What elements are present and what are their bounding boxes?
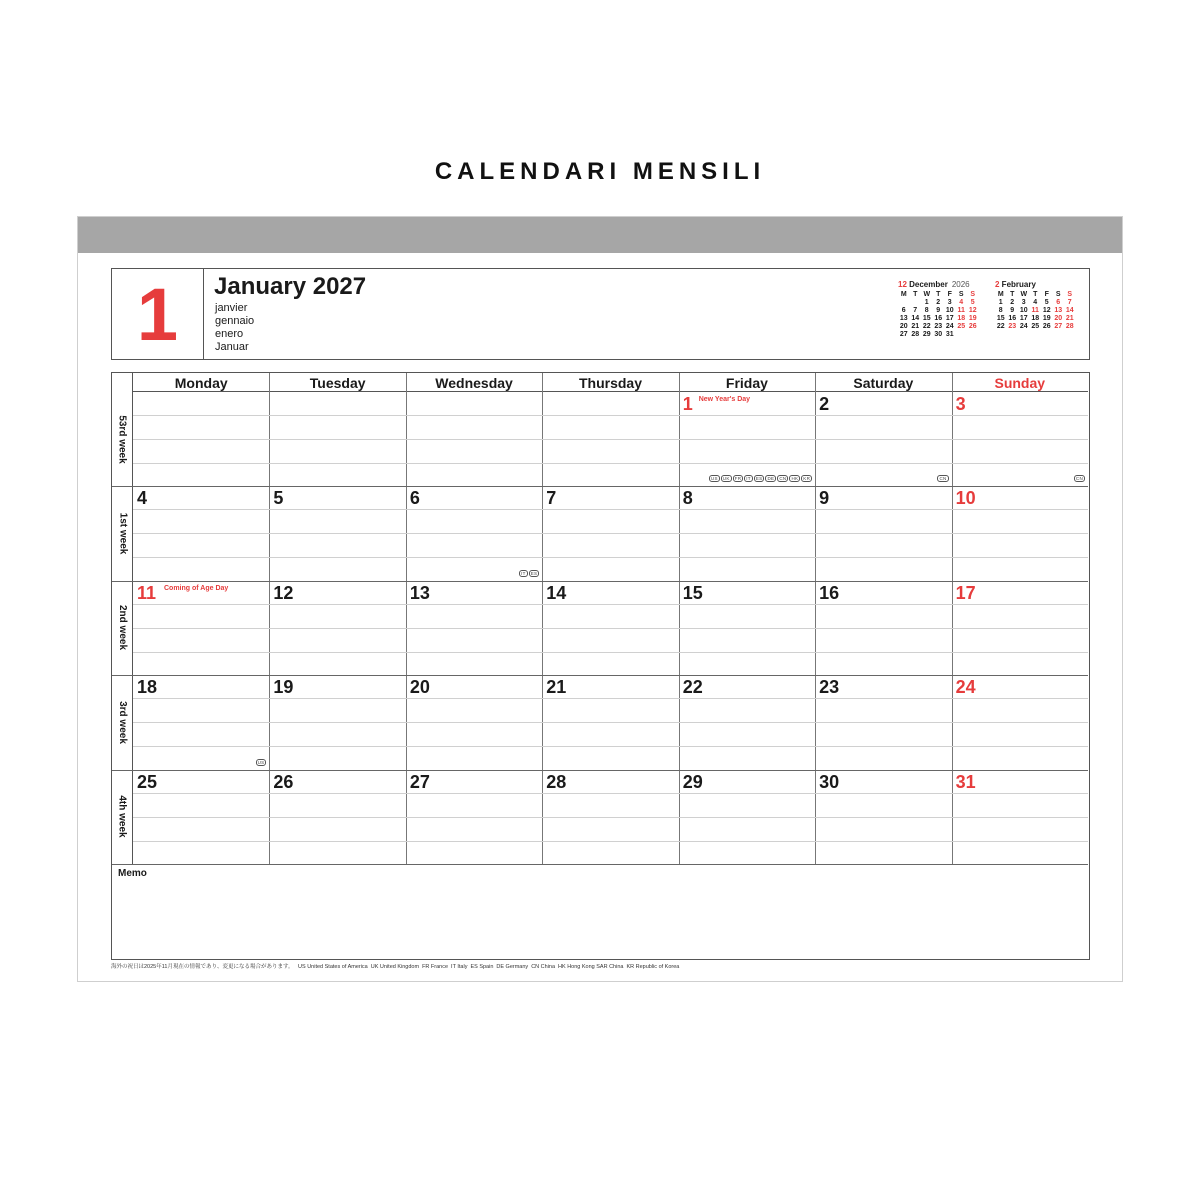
country-code: FR [734, 476, 742, 482]
country-codes [255, 759, 267, 766]
mini-day: 9 [936, 307, 941, 314]
mini-day: 29 [922, 331, 931, 338]
month-header [111, 268, 1090, 360]
mini-day: 14 [1065, 307, 1074, 314]
top-binding-bar [78, 217, 1122, 253]
column-divider [406, 373, 407, 864]
mini-weekday: S [958, 291, 964, 298]
mini-weekday: W [1020, 291, 1028, 298]
footnote-country: ES Spain [470, 964, 494, 970]
writing-line [133, 652, 1088, 653]
mini-day: 24 [945, 323, 954, 330]
country-code: US [257, 759, 265, 765]
mini-day: 28 [1065, 323, 1074, 330]
week-divider [112, 770, 1088, 771]
day-number: 11 [137, 582, 157, 603]
week-label-text: 3rd week [117, 700, 128, 744]
day-number: 1 [682, 394, 693, 414]
mini-weekday: T [913, 291, 918, 298]
mini-day: 22 [996, 323, 1005, 330]
day-number: 7 [546, 488, 557, 509]
day-number: 18 [137, 677, 158, 698]
week-label [112, 581, 133, 675]
country-code: HK [791, 476, 799, 482]
mini-weekday: S [970, 291, 976, 298]
mini-day: 8 [998, 307, 1003, 314]
mini-day: 18 [1031, 315, 1040, 322]
mini-day: 20 [1054, 315, 1063, 322]
writing-line [133, 817, 1088, 818]
weekday-header-thursday: Thursday [542, 373, 678, 392]
day-number: 4 [137, 488, 148, 509]
day-number: 3 [955, 394, 966, 414]
day-number: 8 [682, 488, 693, 509]
footnote-country: FR France [422, 964, 449, 970]
footnote-intro: 海外の祝日は2025年11月現在の情報であり、変更になる場合があります。 [111, 964, 294, 970]
writing-line [133, 746, 1088, 747]
mini-day: 13 [899, 315, 908, 322]
mini-day: 2 [1010, 299, 1015, 306]
country-code: CN [939, 476, 947, 482]
country-code: UK [722, 476, 730, 482]
day-number: 25 [137, 771, 158, 792]
mini-day: 16 [1008, 315, 1017, 322]
month-number: 1 [112, 269, 204, 359]
mini-day: 17 [1019, 315, 1028, 322]
country-code: IT [746, 476, 751, 482]
mini-day: 31 [945, 331, 954, 338]
mini-day: 6 [901, 307, 906, 314]
footnote-country: IT Italy [451, 964, 468, 970]
mini-day: 21 [1065, 315, 1074, 322]
mini-day: 15 [996, 315, 1005, 322]
week-divider [112, 486, 1088, 487]
holiday-label: Coming of Age Day [164, 584, 229, 592]
mini-month-number: 2 [995, 280, 1000, 289]
mini-day: 12 [1042, 307, 1051, 314]
memo-area [112, 864, 1089, 958]
mini-day: 25 [957, 323, 966, 330]
weekday-header-monday: Monday [133, 373, 269, 392]
day-number: 21 [546, 677, 567, 698]
footnote-country: KR Republic of Korea [626, 964, 680, 970]
mini-month-grid [898, 291, 979, 338]
day-number: 17 [955, 582, 976, 603]
calendar-grid [111, 372, 1090, 960]
weekday-header-saturday: Saturday [815, 373, 951, 392]
day-number: 29 [682, 771, 703, 792]
country-codes [708, 475, 812, 482]
month-title: January 2027 [214, 273, 367, 300]
mini-day: 25 [1031, 323, 1040, 330]
mini-day: 15 [922, 315, 931, 322]
day-number: 9 [819, 488, 830, 509]
mini-day: 18 [957, 315, 966, 322]
memo-label: Memo [118, 868, 147, 879]
mini-day: 26 [968, 323, 977, 330]
footnote-country: UK United Kingdom [370, 964, 420, 970]
day-number: 10 [955, 488, 976, 509]
mini-day: 21 [911, 323, 920, 330]
day-number: 14 [546, 582, 567, 603]
calendar-sheet [77, 216, 1123, 982]
holiday-label: New Year's Day [698, 396, 751, 403]
translation-fr: janvier [215, 302, 248, 314]
mini-day: 7 [913, 307, 918, 314]
footnote-country: DE Germany [496, 964, 529, 970]
day-number: 26 [273, 771, 294, 792]
mini-weekday: S [1067, 291, 1073, 298]
day-number: 31 [955, 771, 976, 792]
footnote [111, 962, 682, 970]
mini-day: 11 [1031, 307, 1039, 314]
mini-day: 4 [959, 299, 964, 306]
mini-day: 10 [945, 307, 954, 314]
translation-es: enero [215, 328, 244, 340]
writing-line [133, 557, 1088, 558]
writing-line [133, 509, 1088, 510]
day-number: 28 [546, 771, 567, 792]
column-divider [269, 373, 270, 864]
week-label [112, 675, 133, 769]
day-number: 2 [819, 394, 830, 414]
day-number: 16 [819, 582, 840, 603]
mini-weekday: W [923, 291, 931, 298]
mini-weekday: M [900, 291, 907, 298]
footnote-country: US United States of America [298, 964, 368, 970]
month-translations [215, 302, 254, 354]
week-label-text: 4th week [117, 795, 128, 838]
country-code: DE [767, 476, 775, 482]
mini-day: 26 [1042, 323, 1051, 330]
country-code: KR [803, 476, 811, 482]
mini-weekday: S [1055, 291, 1061, 298]
country-code: US [710, 476, 718, 482]
mini-month-name: February [999, 280, 1036, 289]
mini-weekday: T [936, 291, 941, 298]
week-divider [112, 675, 1088, 676]
translation-de: Januar [215, 341, 249, 353]
mini-month-name: December [906, 280, 948, 289]
weekday-header-sunday: Sunday [952, 373, 1088, 392]
mini-weekday: T [1033, 291, 1038, 298]
day-number: 20 [409, 677, 430, 698]
mini-day: 11 [957, 307, 965, 314]
mini-day: 7 [1067, 299, 1072, 306]
mini-day: 14 [911, 315, 920, 322]
mini-day: 28 [911, 331, 920, 338]
day-number: 6 [409, 488, 420, 509]
country-codes [518, 570, 539, 577]
country-codes [936, 475, 948, 482]
mini-day: 5 [970, 299, 975, 306]
mini-weekday: T [1010, 291, 1015, 298]
mini-day: 3 [1021, 299, 1026, 306]
country-codes [1073, 475, 1085, 482]
weekday-header-friday: Friday [679, 373, 815, 392]
mini-day: 13 [1054, 307, 1063, 314]
writing-line [133, 722, 1088, 723]
mini-month-heading [995, 280, 1076, 289]
mini-day: 23 [934, 323, 943, 330]
week-label-text: 53rd week [117, 415, 128, 464]
day-number: 27 [409, 771, 430, 792]
page-title: CALENDARI MENSILI [434, 158, 766, 185]
day-number: 30 [819, 771, 840, 792]
writing-line [133, 698, 1088, 699]
mini-month-grid [995, 291, 1076, 330]
mini-weekday: M [997, 291, 1004, 298]
mini-day: 19 [1042, 315, 1051, 322]
footnote-country: HK Hong Kong SAR China [558, 964, 624, 970]
mini-day: 30 [934, 331, 943, 338]
weekday-header-wednesday: Wednesday [406, 373, 542, 392]
mini-weekday: F [1044, 291, 1049, 298]
mini-day: 9 [1010, 307, 1015, 314]
week-divider [112, 581, 1088, 582]
day-number: 5 [273, 488, 284, 509]
mini-day: 24 [1019, 323, 1028, 330]
mini-day: 12 [968, 307, 977, 314]
day-number: 15 [682, 582, 703, 603]
mini-day: 16 [934, 315, 943, 322]
mini-day: 8 [924, 307, 929, 314]
week-label [112, 392, 133, 486]
column-divider [542, 373, 543, 864]
week-label [112, 486, 133, 580]
week-label [112, 770, 133, 864]
mini-blank [910, 299, 922, 306]
mini-month-heading [898, 280, 979, 289]
mini-day: 5 [1044, 299, 1049, 306]
week-label-text: 2nd week [117, 605, 128, 651]
column-divider [815, 373, 816, 864]
day-number: 19 [273, 677, 294, 698]
column-divider [952, 373, 953, 864]
column-divider [679, 373, 680, 864]
mini-blank [898, 299, 910, 306]
footnote-country: CN China [531, 964, 556, 970]
weekday-header-tuesday: Tuesday [269, 373, 405, 392]
day-number: 24 [955, 677, 976, 698]
day-number: 13 [409, 582, 430, 603]
mini-day: 19 [968, 315, 977, 322]
mini-day: 27 [1054, 323, 1063, 330]
translation-it: gennaio [215, 315, 255, 327]
country-code: ES [755, 476, 763, 482]
mini-weekday: F [947, 291, 952, 298]
mini-calendar-prev [898, 280, 979, 338]
mini-calendar-next [995, 280, 1076, 330]
mini-day: 10 [1019, 307, 1028, 314]
writing-line [133, 628, 1088, 629]
mini-day: 22 [922, 323, 931, 330]
writing-line [133, 604, 1088, 605]
mini-month-year: 2026 [951, 280, 970, 289]
day-number: 22 [682, 677, 703, 698]
day-number: 12 [273, 582, 294, 603]
mini-day: 1 [998, 299, 1003, 306]
mini-day: 2 [936, 299, 941, 306]
mini-month-number: 12 [898, 280, 907, 289]
mini-day: 23 [1008, 323, 1017, 330]
country-code: ES [530, 570, 538, 576]
week-label-text: 1st week [117, 512, 129, 555]
writing-line [133, 415, 1088, 416]
mini-day: 6 [1056, 299, 1061, 306]
mini-day: 3 [947, 299, 952, 306]
country-code: CN [1075, 476, 1083, 482]
country-code: IT [521, 570, 526, 576]
mini-day: 17 [945, 315, 954, 322]
writing-line [133, 793, 1088, 794]
country-code: CN [779, 476, 787, 482]
writing-line [133, 533, 1088, 534]
writing-line [133, 841, 1088, 842]
mini-day: 20 [899, 323, 908, 330]
day-number: 23 [819, 677, 840, 698]
mini-day: 4 [1033, 299, 1038, 306]
mini-day: 27 [899, 331, 908, 338]
mini-day: 1 [924, 299, 929, 306]
writing-line [133, 439, 1088, 440]
writing-line [133, 463, 1088, 464]
